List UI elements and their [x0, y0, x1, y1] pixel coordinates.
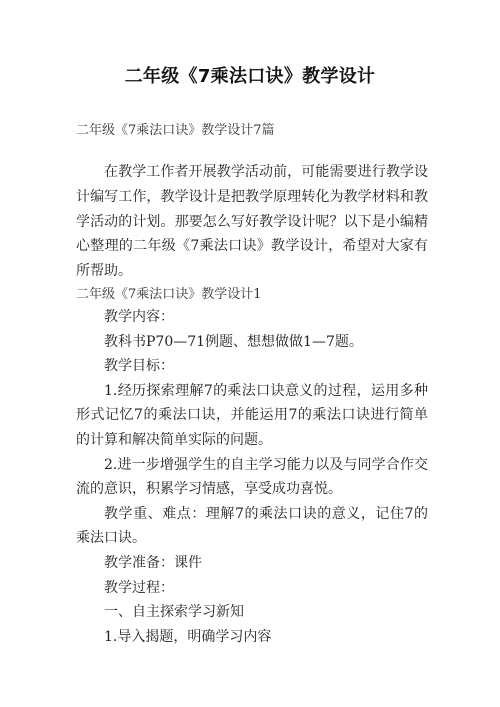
intro-paragraph: 在教学工作者开展教学活动前，可能需要进行教学设计编写工作，教学设计是把教学原理转化为教学材料和教学活动的计划。那要怎么写好教学设计呢？以下是小编精心整理的二年级《7乘法口诀》教学设计，希望对大家有所帮助。 [76, 164, 428, 280]
paragraph-preparation: 教学准备：课件 [104, 554, 202, 571]
paragraph-textbook-pages: 教科书P70—71例题、想想做做1—7题。 [104, 333, 363, 350]
paragraph-teaching-content-label: 教学内容： [104, 309, 174, 325]
document-title: 二年级《7乘法口诀》教学设计 [124, 66, 376, 87]
paragraph-goal-2: 2.进一步增强学生的自主学习能力以及与同学合作交流的意识，积累学习情感，享受成功喜悦。 [76, 456, 428, 498]
paragraph-goal-1: 1.经历探索理解7的乘法口诀意义的过程，运用多种形式记忆7的乘法口诀，并能运用7的乘法口诀进行简单的计算和解决简单实际的问题。 [76, 382, 428, 448]
section-heading: 二年级《7乘法口诀》教学设计1 [76, 287, 262, 302]
paragraph-step-one: 一、自主探索学习新知 [104, 604, 244, 621]
paragraph-step-one-sub: 1.导入揭题，明确学习内容 [104, 628, 272, 645]
paragraph-teaching-goals-label: 教学目标： [104, 358, 174, 375]
paragraph-process-label: 教学过程： [104, 579, 174, 596]
lesson-body [76, 305, 428, 649]
document-subtitle: 二年级《7乘法口诀》教学设计7篇 [76, 123, 275, 138]
paragraph-key-points: 教学重、难点：理解7的乘法口诀的意义，记住7的乘法口诀。 [76, 505, 428, 547]
